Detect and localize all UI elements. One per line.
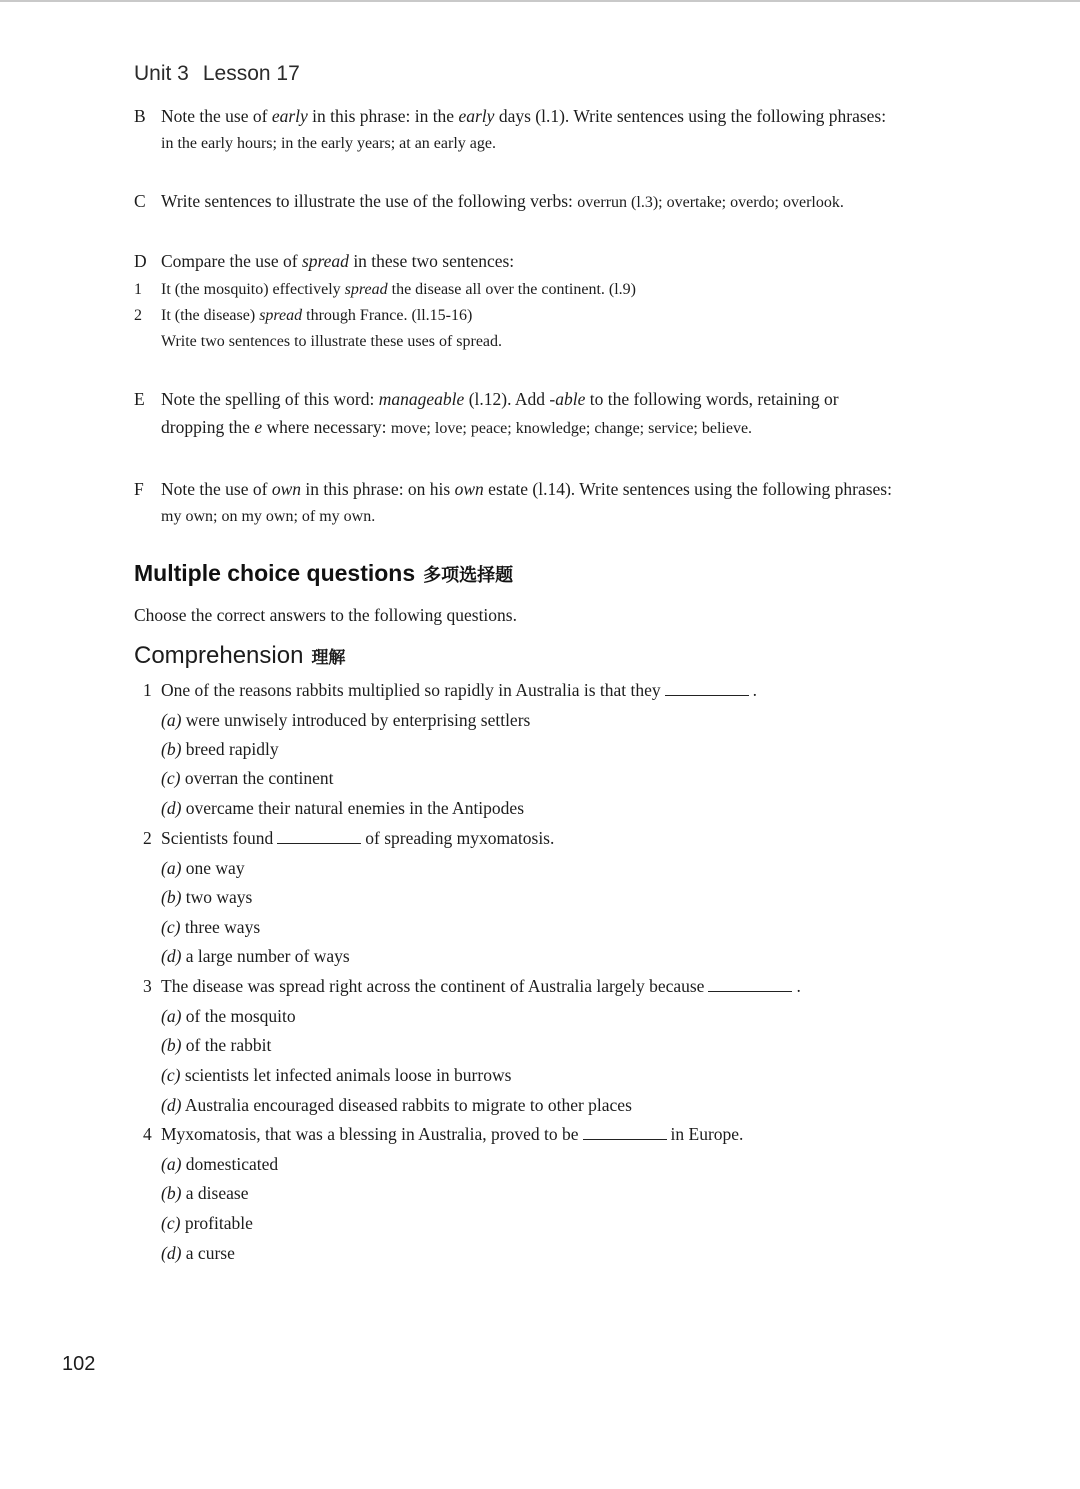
option bbox=[161, 1152, 278, 1176]
italic-word: early bbox=[458, 106, 495, 126]
option-text: overcame their natural enemies in the Antipodes bbox=[185, 798, 524, 818]
italic-word: own bbox=[454, 479, 484, 499]
question-text: Scientists found bbox=[161, 828, 274, 848]
text: in this phrase: in the bbox=[307, 106, 459, 126]
option bbox=[161, 1241, 235, 1265]
option-text: one way bbox=[185, 858, 245, 878]
answer-blank bbox=[708, 977, 792, 992]
option-label: (a) bbox=[161, 710, 182, 730]
text: Note the use of bbox=[161, 479, 272, 499]
exercise-d-sentence-2 bbox=[134, 303, 472, 329]
text: Write sentences to illustrate the use of the following verbs: bbox=[161, 191, 578, 211]
exercise-letter: E bbox=[134, 389, 145, 409]
text: Note the use of bbox=[161, 106, 272, 126]
exercise-c-verbs: overrun (l.3); overtake; overdo; overlook. bbox=[577, 194, 844, 211]
option bbox=[161, 1211, 253, 1235]
question bbox=[143, 826, 554, 850]
option-label: (b) bbox=[161, 1183, 182, 1203]
exercise-e-line1 bbox=[161, 385, 1001, 413]
exercise-letter: D bbox=[134, 251, 147, 271]
question-text-end: in Europe. bbox=[670, 1124, 744, 1144]
exercise-b bbox=[134, 102, 1001, 158]
option bbox=[161, 708, 530, 732]
text: days (l.1). Write sentences using the following phrases: bbox=[494, 106, 887, 126]
question-text: The disease was spread right across the continent of Australia largely because bbox=[161, 976, 705, 996]
exercise-e-words: move; love; peace; knowledge; change; service; believe. bbox=[390, 420, 753, 437]
page-number: 102 bbox=[62, 1353, 96, 1375]
answer-blank bbox=[665, 681, 749, 696]
question-number: 4 bbox=[143, 1124, 152, 1144]
top-border bbox=[0, 0, 1080, 2]
text: It (the mosquito) effectively bbox=[161, 281, 345, 298]
question-text-end: . bbox=[796, 976, 801, 996]
option-text: domesticated bbox=[185, 1154, 279, 1174]
italic-word: spread bbox=[301, 251, 349, 271]
text: dropping the bbox=[161, 417, 255, 437]
text: Note the spelling of this word: bbox=[161, 389, 379, 409]
exercise-e bbox=[134, 385, 1001, 443]
exercise-e-line2 bbox=[161, 413, 1001, 443]
option bbox=[161, 1181, 248, 1205]
option-text: two ways bbox=[185, 887, 253, 907]
section-title bbox=[134, 560, 513, 587]
option-text: profitable bbox=[184, 1213, 253, 1233]
option-label: (c) bbox=[161, 917, 181, 937]
option-label: (c) bbox=[161, 1213, 181, 1233]
option-text: scientists let infected animals loose in burrows bbox=[184, 1065, 512, 1085]
option bbox=[161, 1033, 271, 1057]
text: (l.12). Add bbox=[464, 389, 550, 409]
option-label: (b) bbox=[161, 887, 182, 907]
text: in this phrase: on his bbox=[301, 479, 455, 499]
option-text: three ways bbox=[184, 917, 261, 937]
text: to the following words, retaining or bbox=[585, 389, 839, 409]
option-label: (d) bbox=[161, 798, 182, 818]
option-label: (c) bbox=[161, 1065, 181, 1085]
option-text: of the rabbit bbox=[185, 1035, 272, 1055]
section-title-cn: 多项选择题 bbox=[423, 565, 514, 586]
option bbox=[161, 737, 279, 761]
question-text: Myxomatosis, that was a blessing in Australia, proved to be bbox=[161, 1124, 579, 1144]
option-label: (d) bbox=[161, 946, 182, 966]
option-text: a large number of ways bbox=[185, 946, 350, 966]
option bbox=[161, 1093, 632, 1117]
subsection-title-en: Comprehension bbox=[134, 642, 304, 669]
text: in these two sentences: bbox=[348, 251, 515, 271]
option bbox=[161, 915, 260, 939]
exercise-f-phrases: my own; on my own; of my own. bbox=[161, 508, 376, 525]
page-header bbox=[134, 62, 300, 86]
option-text: of the mosquito bbox=[185, 1006, 296, 1026]
exercise-letter: C bbox=[134, 191, 146, 211]
question-number: 3 bbox=[143, 976, 152, 996]
option-text: were unwisely introduced by enterprising settlers bbox=[185, 710, 531, 730]
italic-word: -able bbox=[549, 389, 586, 409]
option-label: (b) bbox=[161, 739, 182, 759]
option-text: a curse bbox=[185, 1243, 235, 1263]
question-text-end: . bbox=[752, 680, 758, 700]
option-label: (a) bbox=[161, 858, 182, 878]
exercise-f-line1 bbox=[161, 475, 1001, 503]
option bbox=[161, 944, 350, 968]
exercise-d bbox=[134, 247, 1001, 275]
option-label: (d) bbox=[161, 1095, 182, 1115]
italic-word: spread bbox=[259, 307, 303, 324]
option-text: breed rapidly bbox=[185, 739, 279, 759]
option-label: (b) bbox=[161, 1035, 182, 1055]
answer-blank bbox=[277, 829, 361, 844]
option-text: a disease bbox=[185, 1183, 249, 1203]
option-label: (a) bbox=[161, 1006, 182, 1026]
subsection-title bbox=[134, 642, 345, 670]
lesson-label: Lesson 17 bbox=[202, 62, 300, 85]
exercise-d-footer bbox=[134, 329, 502, 355]
option-text: overran the continent bbox=[184, 768, 334, 788]
text: Write two sentences to illustrate these uses of spread. bbox=[161, 333, 503, 350]
italic-word: own bbox=[271, 479, 301, 499]
question bbox=[143, 974, 801, 998]
italic-word: early bbox=[271, 106, 308, 126]
text: It (the disease) bbox=[161, 307, 260, 324]
option-label: (a) bbox=[161, 1154, 182, 1174]
question-text-end: of spreading myxomatosis. bbox=[365, 828, 555, 848]
exercise-f bbox=[134, 475, 1001, 531]
subsection-title-cn: 理解 bbox=[311, 648, 346, 668]
option-text: Australia encouraged diseased rabbits to migrate to other places bbox=[184, 1095, 632, 1115]
exercise-d-sentence-1 bbox=[134, 277, 636, 303]
question bbox=[143, 678, 757, 702]
option-label: (d) bbox=[161, 1243, 182, 1263]
option bbox=[161, 1063, 511, 1087]
section-title-en: Multiple choice questions bbox=[134, 560, 416, 586]
text: Compare the use of bbox=[161, 251, 302, 271]
italic-word: e bbox=[254, 417, 263, 437]
question-number: 1 bbox=[143, 680, 152, 700]
option bbox=[161, 885, 252, 909]
text: the disease all over the continent. (l.9) bbox=[387, 281, 636, 298]
exercise-b-phrases: in the early hours; in the early years; at an early age. bbox=[161, 135, 496, 152]
answer-blank bbox=[583, 1125, 667, 1140]
exercise-letter: B bbox=[134, 106, 146, 126]
question-number: 2 bbox=[143, 828, 152, 848]
instruction: Choose the correct answers to the following questions. bbox=[134, 605, 517, 625]
exercise-c bbox=[134, 187, 1001, 217]
option bbox=[161, 856, 245, 880]
text: where necessary: bbox=[262, 417, 391, 437]
option-label: (c) bbox=[161, 768, 181, 788]
text: through France. (ll.15-16) bbox=[302, 307, 473, 324]
option bbox=[161, 796, 524, 820]
italic-word: manageable bbox=[378, 389, 465, 409]
exercise-b-line1 bbox=[161, 102, 1001, 130]
question-text: One of the reasons rabbits multiplied so rapidly in Australia is that they bbox=[161, 680, 661, 700]
option bbox=[161, 766, 334, 790]
italic-word: spread bbox=[344, 281, 388, 298]
exercise-letter: F bbox=[134, 479, 144, 499]
item-number: 2 bbox=[134, 307, 142, 324]
option bbox=[161, 1004, 296, 1028]
unit-label: Unit 3 bbox=[134, 62, 189, 85]
text: estate (l.14). Write sentences using the following phrases: bbox=[483, 479, 892, 499]
item-number: 1 bbox=[134, 281, 142, 298]
question bbox=[143, 1122, 743, 1146]
